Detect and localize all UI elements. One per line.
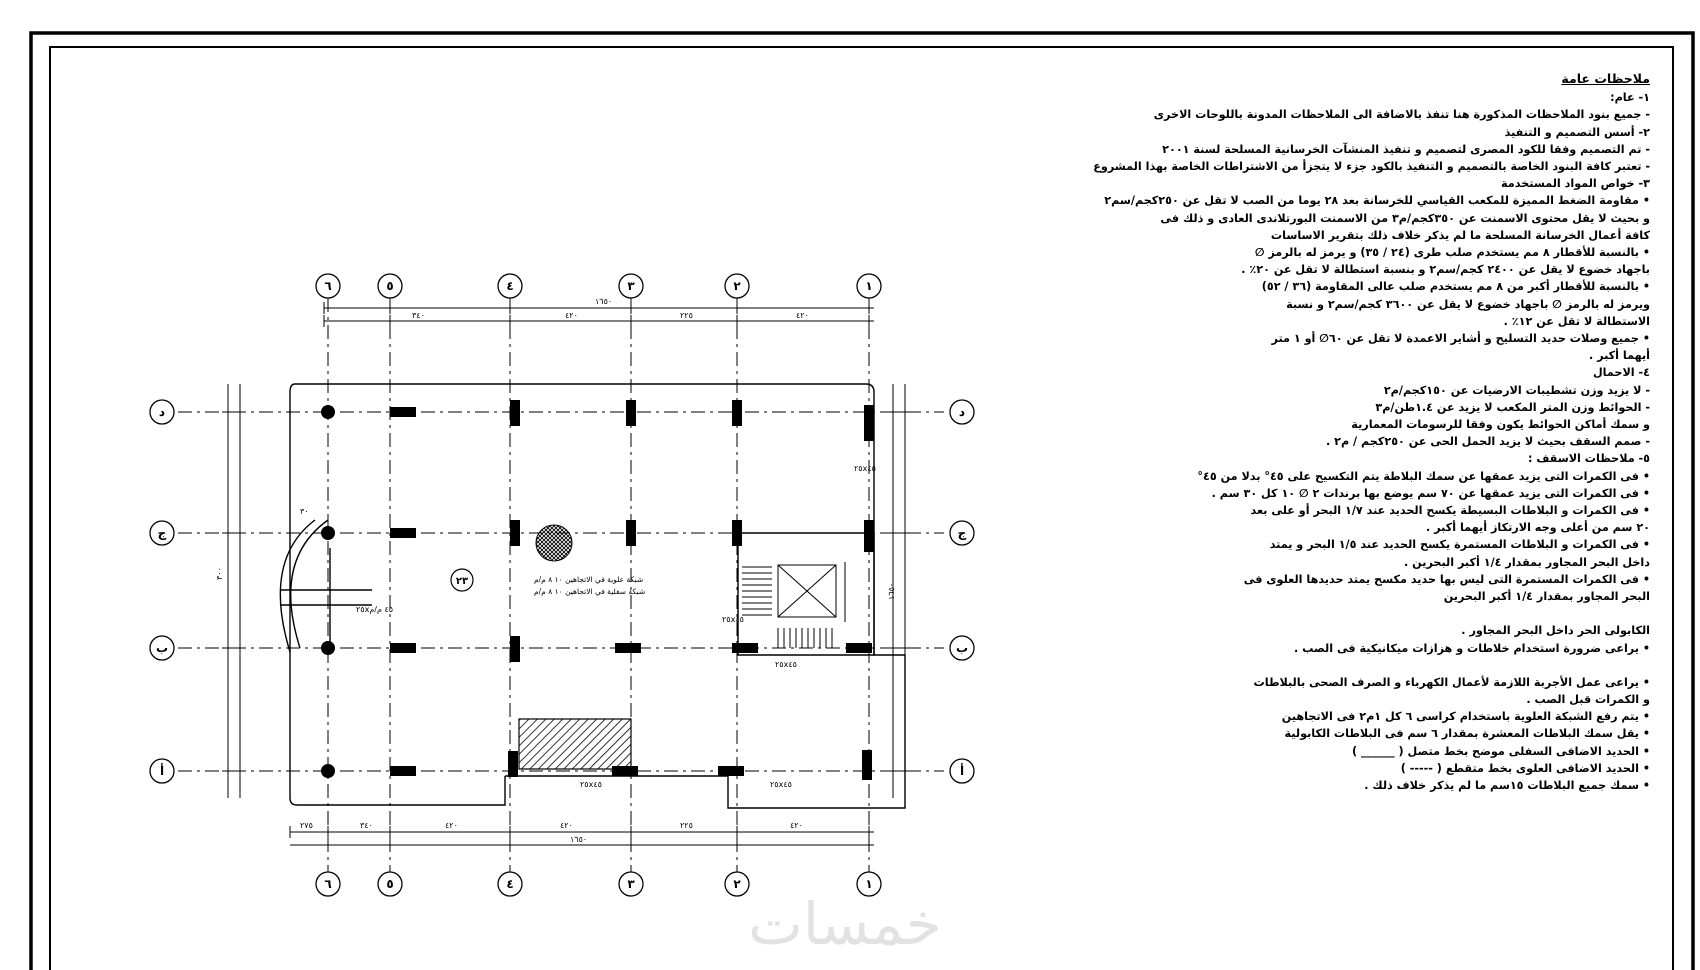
- note-line: ١- عام:: [1610, 91, 1650, 105]
- grid-bubbles-top: [316, 274, 881, 298]
- grid-label-top: ٢: [733, 279, 741, 293]
- grid-label-bottom: ٢: [733, 877, 741, 891]
- grid-label-bottom: ٣: [627, 877, 635, 891]
- svg-text:١٦٥٠: ١٦٥٠: [595, 297, 613, 306]
- notes-title: ملاحظات عامة: [1561, 71, 1650, 86]
- grid-label-top: ١: [865, 279, 873, 293]
- grid-label-left: أ: [159, 764, 165, 778]
- note-line: داخل البحر المجاور بمقدار ١/٤ أكبر البحرين .: [1404, 555, 1650, 569]
- note-line: [1090, 657, 1650, 674]
- note-line: [1090, 605, 1650, 622]
- grid-bubbles-right: [950, 400, 974, 783]
- hatched-opening: [519, 719, 631, 769]
- note-line: • بالنسبة للأقطار أكبر من ٨ مم يستخدم صلب عالى المقاومة (٣٦ / ٥٢): [1261, 280, 1650, 294]
- side-dim-label: ٣٠٠: [215, 567, 224, 580]
- note-line: • الحديد الاضافى العلوى بخط متقطع ( ----- ): [1400, 761, 1650, 775]
- note-line: • يراعى ضرورة استخدام خلاطات و هزازات ميكانيكية فى الصب .: [1294, 641, 1650, 655]
- svg-text:٢٢٥: ٢٢٥: [680, 311, 693, 320]
- overall-dim-label: ١٦٥٠: [887, 582, 896, 600]
- grid-label-top: ٦: [324, 279, 332, 293]
- svg-text:٣٤٠: ٣٤٠: [412, 311, 425, 320]
- note-line: ٢- أسس التصميم و التنفيذ: [1504, 125, 1650, 139]
- grid-label-bottom: ٦: [324, 877, 332, 891]
- stair-core: [742, 562, 845, 648]
- note-line: كافة أعمال الخرسانة المسلحة ما لم يذكر خلاف ذلك بتقرير الاساسات: [1270, 228, 1650, 242]
- note-line: • سمك جميع البلاطات ١٥سم ما لم يذكر خلاف ذلك .: [1364, 778, 1650, 792]
- note-line: ٢٠ سم من أعلى وجه الارتكاز أيهما أكبر .: [1426, 521, 1650, 535]
- note-line: • يتم رفع الشبكة العلوية باستخدام كراسى ٦ كل ١م٢ فى الاتجاهين: [1281, 710, 1650, 724]
- note-line: الاستطالة لا تقل عن ١٢٪ .: [1503, 314, 1650, 328]
- note-line: • فى الكمرات و البلاطات المستمرة يكسح الحديد عند ١/٥ البحر و يمتد: [1269, 538, 1650, 552]
- note-line: - الحوائط وزن المتر المكعب لا يزيد عن ١.٤طن/م٣: [1375, 400, 1650, 414]
- note-line: ٣- خواص المواد المستخدمة: [1501, 177, 1650, 191]
- note-line: - تم التصميم وفقا للكود المصرى لتصميم و تنفيذ المنشآت الخرسانية المسلحة لسنة ٢٠٠١: [1162, 142, 1650, 156]
- note-line: • يراعى عمل الأجربة اللازمة لأعمال الكهرباء و الصرف الصحى بالبلاطات: [1253, 675, 1650, 689]
- note-line: أيهما أكبر .: [1588, 349, 1650, 363]
- svg-text:١٦٥٠: ١٦٥٠: [570, 835, 588, 844]
- mesh-note-bottom: شبكة سفلية في الاتجاهين ١٠ ٨ م/م: [534, 587, 646, 596]
- grid-label-left: د: [158, 405, 166, 419]
- note-line: • مقاومة الضغط المميزة للمكعب القياسي للخرسانة بعد ٢٨ يوما من الصب لا تقل عن ٢٥٠كجم/سم٢: [1104, 194, 1650, 208]
- note-line: و الكمرات قبل الصب .: [1526, 692, 1650, 706]
- svg-text:٤٢٠: ٤٢٠: [565, 311, 578, 320]
- note-line: • فى الكمرات التى يزيد عمقها عن ٧٠ سم يوضع بها برندات ٢ ∅ ١٠ كل ٣٠ سم .: [1211, 486, 1650, 500]
- note-line: باجهاد خضوع لا يقل عن ٢٤٠٠ كجم/سم٢ و بنسبة استطالة لا تقل عن ٢٠٪ .: [1241, 263, 1650, 277]
- svg-text:٣٤٠: ٣٤٠: [360, 821, 373, 830]
- svg-text:٢٥x٤٥: ٢٥x٤٥: [854, 464, 876, 473]
- note-line: - جميع بنود الملاحظات المذكورة هنا تنفذ بالاضافة الى الملاحظات المدونة باللوحات الاخرى: [1153, 108, 1650, 122]
- grid-label-top: ٣: [627, 279, 635, 293]
- grid-label-bottom: ٥: [386, 877, 394, 891]
- note-line: • فى الكمرات التى يزيد عمقها عن سمك البلاطة يتم التكسيح على ٤٥° بدلا من ٤٥°: [1197, 469, 1650, 483]
- note-line: ٤- الاحمال: [1592, 366, 1650, 380]
- grid-label-right: د: [958, 405, 966, 419]
- note-line: و سمك أماكن الحوائط يكون وفقا للرسومات المعمارية: [1351, 418, 1650, 432]
- small-dim-label: ٣٠: [300, 507, 309, 516]
- note-line: - تعتبر كافة البنود الخاصة بالتصميم و التنفيذ بالكود جزء لا يتجزأ من الاشتراطات الخاصة بهذا المشروع: [1093, 160, 1650, 174]
- note-line: • بالنسبة للأقطار ٨ مم يستخدم صلب طرى (٢٤ / ٣٥) و يرمز له بالرمز ∅: [1254, 246, 1650, 260]
- note-line: و بحيث لا يقل محتوى الاسمنت عن ٣٥٠كجم/م٣ من الاسمنت البورتلاندى العادى و ذلك فى: [1160, 211, 1650, 225]
- grid-label-top: ٥: [386, 279, 394, 293]
- svg-text:٢٢٥: ٢٢٥: [680, 821, 693, 830]
- svg-text:٢٧٥: ٢٧٥: [300, 821, 313, 830]
- watermark-logo: خمسات: [748, 890, 942, 958]
- svg-text:٤٢٠: ٤٢٠: [796, 311, 809, 320]
- notes-lines: [1090, 89, 1650, 794]
- grid-label-top: ٤: [506, 279, 514, 293]
- note-line: • فى الكمرات و البلاطات البسيطة يكسح الحديد عند ١/٧ البحر أو على بعد: [1250, 504, 1650, 518]
- note-line: ويرمز له بالرمز ∅ باجهاد خضوع لا يقل عن ٣٦٠٠ كجم/سم٢ و نسبة: [1286, 297, 1650, 311]
- note-line: - لا يزيد وزن تشطيبات الارضيات عن ١٥٠كجم/م٢: [1383, 383, 1650, 397]
- svg-text:٤٢٠: ٤٢٠: [560, 821, 573, 830]
- grid-bubbles-left: [150, 400, 174, 783]
- svg-text:٢٥x٤٥: ٢٥x٤٥: [775, 660, 797, 669]
- grid-label-bottom: ١: [865, 877, 873, 891]
- svg-text:٤٢٠: ٤٢٠: [445, 821, 458, 830]
- note-line: - صمم السقف بحيث لا يزيد الحمل الحى عن ٢٥٠كجم / م٢ .: [1325, 435, 1650, 449]
- note-line: • جميع وصلات حديد التسليح و أشاير الاعمدة لا تقل عن ٦٠∅ أو ١ متر: [1271, 332, 1650, 346]
- svg-text:٢٥x٤٥: ٢٥x٤٥: [580, 780, 602, 789]
- svg-text:٢٥x٤٥: ٢٥x٤٥: [722, 615, 744, 624]
- grid-label-bottom: ٤: [506, 877, 514, 891]
- note-line: • يقل سمك البلاطات المعشرة بمقدار ٦ سم فى البلاطات الكابولية: [1284, 727, 1650, 741]
- note-line: • فى الكمرات المستمرة التى ليس بها حديد مكسح يمتد حديدها العلوى فى: [1243, 572, 1650, 586]
- mesh-symbol: [536, 525, 572, 561]
- note-line: الكابولى الحر داخل البحر المجاور .: [1461, 624, 1650, 638]
- svg-text:٢٥x٤٥: ٢٥x٤٥: [770, 780, 792, 789]
- grid-label-left: ج: [157, 526, 167, 540]
- grid-label-right: أ: [959, 764, 965, 778]
- general-notes: [1090, 70, 1650, 794]
- grid-label-right: ب: [955, 641, 969, 655]
- mesh-note-top: شبكة علوية في الاتجاهين ١٠ ٨ م/م: [534, 575, 644, 584]
- svg-text:٤٢٠: ٤٢٠: [790, 821, 803, 830]
- note-line: • الحديد الاضافى السفلى موضح بخط متصل ( ______ ): [1352, 744, 1650, 758]
- slab-id-label: ٢٣: [455, 576, 469, 587]
- note-line: البحر المجاور بمقدار ١/٤ أكبر البحرين: [1443, 590, 1650, 604]
- grid-label-left: ب: [155, 641, 169, 655]
- note-line: ٥- ملاحظات الاسقف :: [1527, 452, 1650, 466]
- svg-text:٢٥x٤٥ م/م: ٢٥x٤٥ م/م: [356, 605, 394, 614]
- grid-label-right: ج: [957, 526, 967, 540]
